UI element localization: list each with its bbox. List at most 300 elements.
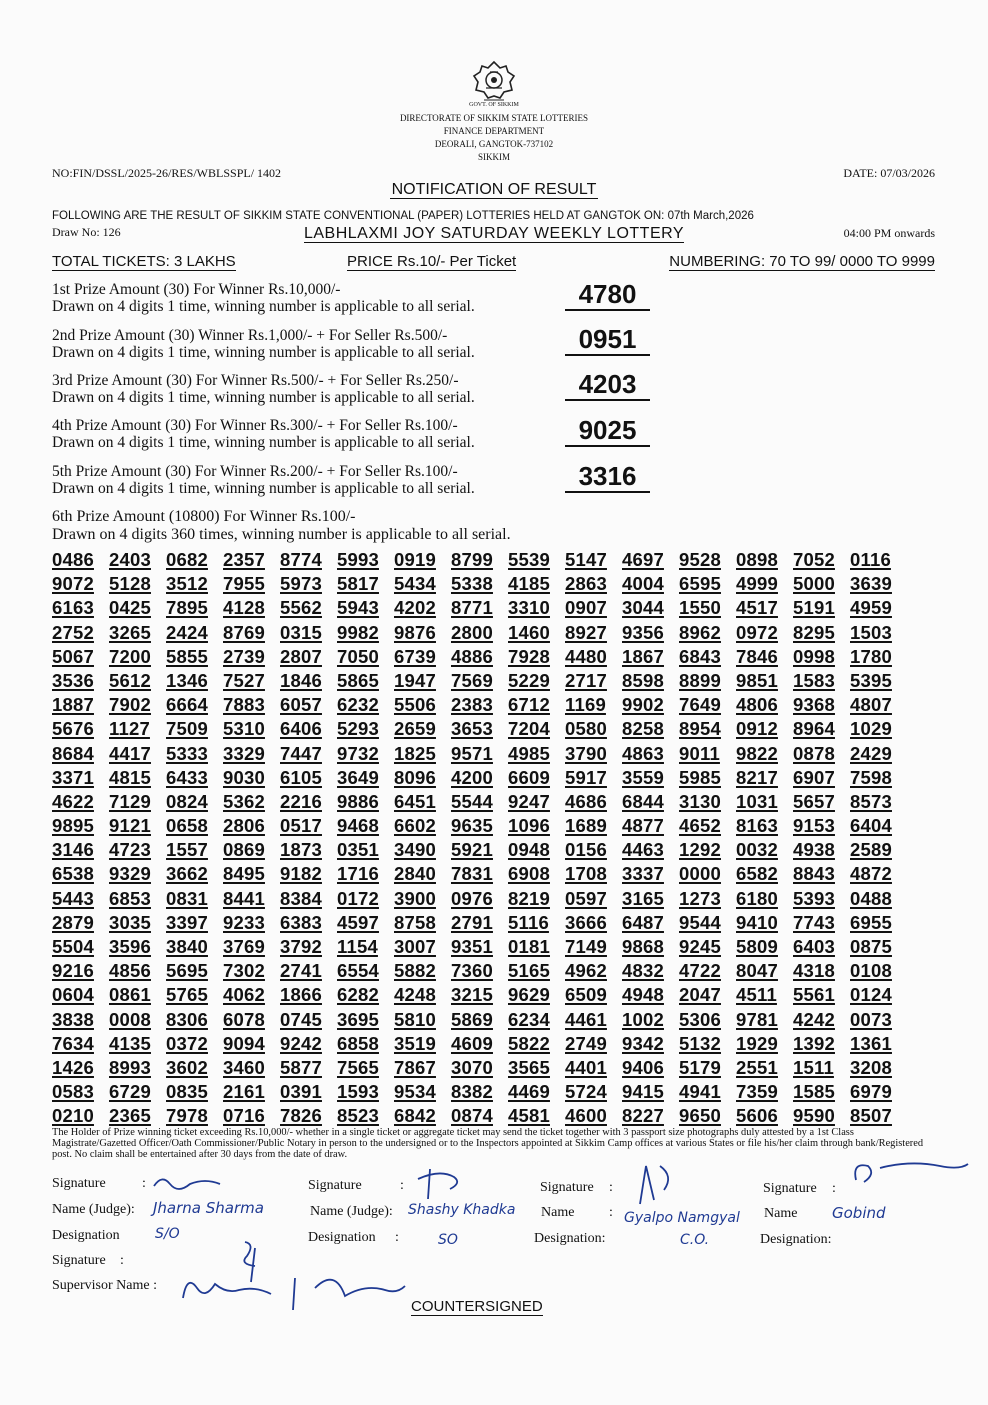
prize-6-number: 4062 [223,984,265,1006]
prize-6-number: 1929 [736,1032,778,1054]
prize-6-number: 3130 [679,790,721,812]
prize-6-number: 0824 [166,790,208,812]
reference-number: NO:FIN/DSSL/2025-26/RES/WBLSSPL/ 1402 [52,166,282,180]
prize-6-number: 4985 [508,742,550,764]
official-handwritten-designation: C.O. [680,1232,710,1248]
prize-6-number: 5973 [280,573,322,595]
prize-6-number: 4004 [622,573,664,595]
prize-6-number: 6858 [337,1032,379,1054]
prize-6-number: 4622 [52,790,94,812]
prize-6-number: 0517 [280,815,322,837]
prize-6-number: 8769 [223,621,265,643]
prize-6-number: 5067 [52,645,94,667]
name-judge-label: Name (Judge): [52,1202,135,1217]
prize-6-number: 9216 [52,960,94,982]
prize-6-number: 0912 [736,718,778,740]
prize-6-number: 1031 [736,790,778,812]
prize-6-number: 3602 [166,1056,208,1078]
prize-6-number: 2840 [394,863,436,885]
signature-label: Signature [763,1181,817,1196]
prize-6-number: 2749 [565,1032,607,1054]
prize-6-number: 1585 [793,1081,835,1103]
prize-6-number: 8799 [451,549,493,570]
prize-6-number: 9590 [793,1105,835,1127]
judge2-signature [410,1165,470,1205]
prize-6-number: 5434 [394,573,436,595]
prize-6-number: 3146 [52,839,94,861]
countersigned-label: COUNTERSIGNED [411,1298,543,1315]
prize-6-number: 7826 [280,1105,322,1127]
prize-6-number: 1866 [280,984,322,1006]
prize-6-number: 1593 [337,1081,379,1103]
prize-6-number: 8163 [736,815,778,837]
judge2-handwritten-designation: SO [438,1232,458,1248]
prize-6-number: 8219 [508,887,550,909]
prize-6-number: 5921 [451,839,493,861]
prize-6-number: 7565 [337,1056,379,1078]
prize-2-number: 0951 [565,324,650,356]
prize-6-number: 7359 [736,1081,778,1103]
prize-6-number: 6282 [337,984,379,1006]
prize-6-number: 9534 [394,1081,436,1103]
prize-6-number: 3490 [394,839,436,861]
prize-6-number: 9781 [736,1008,778,1030]
prize-6-number: 9982 [337,621,379,643]
prize-6-number: 1154 [337,936,378,957]
prize-6-number: 6057 [280,694,322,716]
prize-6-number: 7149 [565,936,607,957]
prize-6-number: 3310 [508,597,550,619]
prize-6-number: 8927 [565,621,607,643]
prize-6-number: 2659 [394,718,436,740]
prize-6-number: 0948 [508,839,550,861]
prize-6-number: 7634 [52,1032,94,1054]
prize-6-number: 1503 [850,621,892,643]
prize-6-number: 4511 [736,984,777,1006]
draw-number: Draw No: 126 [52,225,121,239]
prize-6-number: 1689 [565,815,607,837]
prize-6-number: 7928 [508,645,550,667]
prize-6-number: 6664 [166,694,208,716]
prize-6-number: 7955 [223,573,265,595]
prize-6-number: 6403 [793,936,835,957]
prize-6-number: 6843 [679,645,721,667]
prize-6-number: 4200 [451,766,493,788]
prize-6-number-grid [52,549,908,1130]
prize-6-number: 8899 [679,669,721,691]
prize-6-number: 9245 [679,936,721,957]
prize-6-number: 5810 [394,1008,436,1030]
prize-6-number: 9868 [622,936,664,957]
prize-6-number: 5993 [337,549,379,570]
prize-6-number: 7050 [337,645,379,667]
prize-6-number: 0874 [451,1105,493,1127]
prize-6-number: 9356 [622,621,664,643]
prize-6-number: 5506 [394,694,436,716]
prize-6-number: 7902 [109,694,151,716]
prize-6-number: 0172 [337,887,379,909]
prize-6-number: 4941 [679,1081,721,1103]
prize-6-number: 6729 [109,1081,151,1103]
prize-6-number: 9329 [109,863,151,885]
colon: : [609,1205,613,1220]
prize-6-number: 2863 [565,573,607,595]
prize-6-number: 0583 [52,1081,94,1103]
prize-6-number: 9342 [622,1032,664,1054]
prize-6-number: 4248 [394,984,436,1006]
prize-6-number: 5865 [337,669,379,691]
prize-6-number: 1780 [850,645,892,667]
prize-6-number: 3769 [223,936,265,957]
prize-6-number: 9351 [451,936,493,957]
prize-6-number: 8993 [109,1056,151,1078]
prize-6-number: 9406 [622,1056,664,1078]
prize-3-description: 3rd Prize Amount (30) For Winner Rs.500/- + For Seller Rs.250/- Drawn on 4 digits 1 time, winning number is applicable to all serial. [52,372,475,406]
prize-6-number: 9528 [679,549,721,570]
prize-6-number: 6180 [736,887,778,909]
prize-6-number: 5882 [394,960,436,982]
prize-6-number: 3840 [166,936,208,957]
prize-6-number: 6163 [52,597,94,619]
prize-6-number: 4417 [109,742,151,764]
prize-6-number: 6383 [280,911,322,933]
prize-6-number: 5877 [280,1056,322,1078]
prize-6-number: 2741 [280,960,322,982]
prize-1-description: 1st Prize Amount (30) For Winner Rs.10,000/- Drawn on 4 digits 1 time, winning number is applicable to all serial. [52,281,475,315]
prize-6-number: 0181 [508,936,550,957]
name-label: Name [764,1206,798,1221]
colon: : [832,1181,836,1196]
prize-6-number: 6602 [394,815,436,837]
prize-6-number: 3044 [622,597,664,619]
prize-6-number: 6582 [736,863,778,885]
emblem-caption: GOVT. OF SIKKIM [469,102,519,108]
prize-6-number: 8258 [622,718,664,740]
prize-6-number: 4806 [736,694,778,716]
prize-6-number: 3070 [451,1056,493,1078]
prize-6-number: 1867 [622,645,664,667]
prize-6-number: 3007 [394,936,436,957]
prize-6-number: 6955 [850,911,892,933]
prize-6-number: 5724 [565,1081,607,1103]
prize-6-number: 5544 [451,790,493,812]
prize-6-number: 0210 [52,1105,94,1127]
prize-6-number: 3329 [223,742,265,764]
prize-6-number: 3695 [337,1008,379,1030]
prize-6-number: 5147 [565,549,607,570]
prize-6-number: 8523 [337,1105,379,1127]
prize-6-number: 9011 [679,742,720,764]
prize-6-number: 4652 [679,815,721,837]
prize-6-number: 5306 [679,1008,721,1030]
prize-6-number: 7831 [451,863,493,885]
prize-6-number: 5443 [52,887,94,909]
prize-6-number: 7527 [223,669,265,691]
prize-6-number: 4962 [565,960,607,982]
prize-6-number: 3371 [52,766,94,788]
prize-6-number: 5817 [337,573,379,595]
prize-6-number: 4863 [622,742,664,764]
prize-6-number: 9895 [52,815,94,837]
prize-6-number: 0919 [394,549,436,570]
prize-6-number: 5191 [793,597,835,619]
colon: : [400,1178,404,1193]
prize-6-number: 9544 [679,911,721,933]
notification-date: DATE: 07/03/2026 [843,166,935,180]
prize-6-number: 6554 [337,960,379,982]
prize-6-number: 5657 [793,790,835,812]
prize-6-number: 8573 [850,790,892,812]
prize-6-number: 7360 [451,960,493,982]
prize-6-number: 6105 [280,766,322,788]
prize-6-number: 1361 [850,1032,892,1054]
supervisor-signature [175,1238,415,1318]
official-handwritten-name: Gyalpo Namgyal [624,1210,740,1226]
prize-1-number: 4780 [565,279,650,311]
prize-6-number: 2047 [679,984,721,1006]
prize-6-number: 3035 [109,911,151,933]
prize-6-number: 9182 [280,863,322,885]
prize-6-number: 7978 [166,1105,208,1127]
prize-6-number: 4185 [508,573,550,595]
colon: : [609,1180,613,1195]
prize-6-number: 2806 [223,815,265,837]
total-tickets: TOTAL TICKETS: 3 LAKHS [52,253,236,270]
prize-6-number: 2717 [565,669,607,691]
supervisor-label: Supervisor Name : [52,1278,157,1293]
prize-6-number: 0486 [52,549,94,570]
prize-6-number: 0108 [850,960,892,982]
prize-6-number: 4686 [565,790,607,812]
prize-6-number: 2429 [850,742,892,764]
lottery-name: LABHLAXMI JOY SATURDAY WEEKLY LOTTERY [303,225,685,242]
signature-label: Signature [540,1180,594,1195]
prize-6-number: 8227 [622,1105,664,1127]
prize-6-number: 1846 [280,669,322,691]
prize-6-number: 1273 [679,887,721,909]
prize-6-number: 0831 [166,887,208,909]
prize-6-number: 5128 [109,573,151,595]
prize-6-number: 6487 [622,911,664,933]
prize-6-number: 0372 [166,1032,208,1054]
prize-6-number: 7895 [166,597,208,619]
prize-6-number: 0998 [793,645,835,667]
prize-6-number: 5179 [679,1056,721,1078]
prize-6-number: 7846 [736,645,778,667]
prize-6-number: 4242 [793,1008,835,1030]
prize-6-number: 1169 [565,694,606,716]
prize-6-number: 5869 [451,1008,493,1030]
prize-6-number: 5676 [52,718,94,740]
prize-6-number: 4469 [508,1081,550,1103]
judge1-handwritten-name: Jharna Sharma [153,1199,264,1217]
prize-6-number: 4938 [793,839,835,861]
prize-6-number: 3792 [280,936,322,957]
prize-6-number: 4318 [793,960,835,982]
prize-6-number: 9822 [736,742,778,764]
name-label: Name [541,1205,575,1220]
prize-6-number: 5539 [508,549,550,570]
prize-6-number: 4948 [622,984,664,1006]
prize-6-number: 8495 [223,863,265,885]
prize-6-number: 6844 [622,790,664,812]
prize-6-number: 1002 [622,1008,664,1030]
prize-6-number: 3565 [508,1056,550,1078]
prize-6-number: 0156 [565,839,607,861]
prize-6-number: 6979 [850,1081,892,1103]
prize-6-number: 0351 [337,839,379,861]
prize-6-number: 8507 [850,1105,892,1127]
address-line: DEORALI, GANGTOK-737102 [434,139,554,149]
prize-6-number: 7302 [223,960,265,982]
prize-6-number: 4597 [337,911,379,933]
prize-6-number: 8295 [793,621,835,643]
prize-6-number: 0907 [565,597,607,619]
prize-6-number: 2357 [223,549,265,570]
prize-6-number: 2365 [109,1105,151,1127]
prize-6-number: 1887 [52,694,94,716]
prize-6-number: 5333 [166,742,208,764]
prize-6-number: 3208 [850,1056,892,1078]
prize-6-number: 0597 [565,887,607,909]
prize-6-number: 1127 [109,718,150,740]
prize-6-number: 4959 [850,597,892,619]
prize-6-number: 4600 [565,1105,607,1127]
prize-6-number: 0315 [280,621,322,643]
prize-6-number: 2800 [451,621,493,643]
prize-6-number: 9368 [793,694,835,716]
prize-6-number: 6712 [508,694,550,716]
prize-6-number: 7598 [850,766,892,788]
prize-6-number: 8843 [793,863,835,885]
prize-6-number: 4807 [850,694,892,716]
prize-6-number: 3337 [622,863,664,885]
prize-6-number: 8306 [166,1008,208,1030]
judge1-signature [150,1172,280,1194]
prize-6-number: 9629 [508,984,550,1006]
prize-6-number: 5310 [223,718,265,740]
designation-label: Designation [52,1228,120,1243]
prize-6-number: 3666 [565,911,607,933]
prize-6-number: 1426 [52,1056,94,1078]
prize-6-number: 1825 [394,742,436,764]
prize-6-number: 4877 [622,815,664,837]
prize-6-number: 0604 [52,984,94,1006]
prize-6-number: 6404 [850,815,892,837]
prize-6-number: 6538 [52,863,94,885]
prize-6-number: 4723 [109,839,151,861]
prize-6-number: 4815 [109,766,151,788]
prize-6-number: 6739 [394,645,436,667]
prize-6-number: 9650 [679,1105,721,1127]
prize-4-description: 4th Prize Amount (30) For Winner Rs.300/- + For Seller Rs.100/- Drawn on 4 digits 1 time, winning number is applicable to all serial. [52,417,475,451]
prize-6-number: 1583 [793,669,835,691]
prize-6-number: 9094 [223,1032,265,1054]
prize-6-number: 1392 [793,1032,835,1054]
prize-6-number: 3653 [451,718,493,740]
prize-6-number: 0972 [736,621,778,643]
prize-6-number: 9233 [223,911,265,933]
prize-6-number: 5809 [736,936,778,957]
prize-6-number: 8962 [679,621,721,643]
ticket-price: PRICE Rs.10/- Per Ticket [347,253,517,270]
prize-6-number: 5917 [565,766,607,788]
prize-6-number: 2752 [52,621,94,643]
notification-title: NOTIFICATION OF RESULT [391,181,597,198]
prize-6-number: 3790 [565,742,607,764]
prize-6-number: 5822 [508,1032,550,1054]
prize-6-number: 1511 [793,1056,834,1078]
prize-6-number: 5395 [850,669,892,691]
colon: : [120,1253,124,1268]
prize-6-number: 7569 [451,669,493,691]
prize-6-number: 3559 [622,766,664,788]
prize-6-number: 9415 [622,1081,664,1103]
prize-6-number: 4999 [736,573,778,595]
prize-6-number: 9468 [337,815,379,837]
judge1-handwritten-designation: S/O [155,1226,180,1242]
prize-6-number: 3265 [109,621,151,643]
prize-6-number: 4480 [565,645,607,667]
prize-6-number: 5338 [451,573,493,595]
draw-time: 04:00 PM onwards [843,226,935,240]
prize-6-number: 5504 [52,936,94,957]
colon: : [142,1176,146,1191]
prize-6-number: 0391 [280,1081,322,1103]
prize-6-number: 9876 [394,621,436,643]
prize-6-number: 4128 [223,597,265,619]
prize-6-number: 6451 [394,790,436,812]
prize-6-number: 2551 [736,1056,778,1078]
prize-6-number: 8047 [736,960,778,982]
prize-6-number: 9153 [793,815,835,837]
prize-6-number: 2403 [109,549,151,570]
prize-4-number: 9025 [565,415,650,447]
prize-6-number: 6234 [508,1008,550,1030]
prize-6-number: 0580 [565,718,607,740]
name-judge-label: Name (Judge): [310,1204,393,1219]
prize-6-number: 5855 [166,645,208,667]
designation-label: Designation: [534,1231,606,1246]
prize-6-number: 4202 [394,597,436,619]
prize-6-number: 8771 [451,597,493,619]
ticket-numbering: NUMBERING: 70 TO 99/ 0000 TO 9999 [669,253,935,270]
prize-6-number: 9247 [508,790,550,812]
prize-6-number: 6908 [508,863,550,885]
prize-6-number: 3519 [394,1032,436,1054]
state-line: SIKKIM [477,152,510,162]
fourth-handwritten-name: Gobind [832,1204,886,1222]
judge2-handwritten-name: Shashy Khadka [408,1202,516,1218]
prize-6-number: 8382 [451,1081,493,1103]
prize-6-number: 5612 [109,669,151,691]
prize-6-number: 9635 [451,815,493,837]
prize-6-number: 2807 [280,645,322,667]
prize-6-number: 4609 [451,1032,493,1054]
designation-label: Designation: [760,1232,832,1247]
prize-6-number: 1346 [166,669,208,691]
prize-6-number: 0073 [850,1008,892,1030]
prize-6-number: 6853 [109,887,151,909]
prize-6-number: 4401 [565,1056,607,1078]
prize-6-number: 3512 [166,573,208,595]
prize-5-number: 3316 [565,461,650,493]
prize-6-number: 4886 [451,645,493,667]
prize-6-number: 7447 [280,742,322,764]
prize-6-number: 2589 [850,839,892,861]
prize-6-number: 9410 [736,911,778,933]
prize-6-number: 6907 [793,766,835,788]
